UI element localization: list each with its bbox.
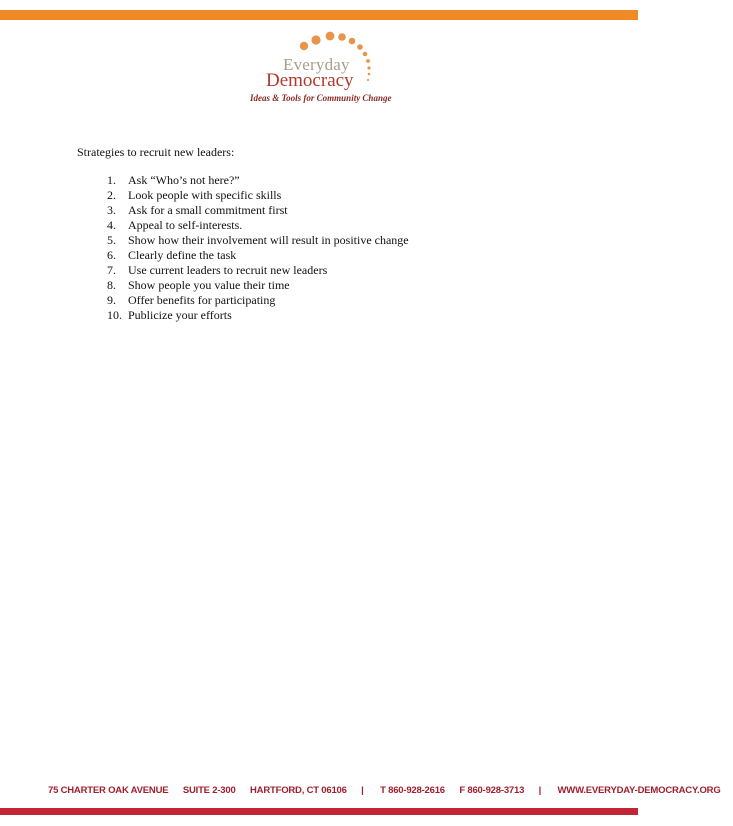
list-item-text: Publicize your efforts [128,308,232,322]
bottom-accent-bar [0,808,638,815]
logo-democracy-text: Democracy [266,70,354,91]
list-item-text: Ask for a small commitment first [128,203,288,217]
footer-contact-line [48,786,733,796]
list-item [107,188,409,203]
list-item-text: Clearly define the task [128,248,237,262]
list-item-number: 9. [107,293,116,307]
logo-everyday-text: Everyday [283,55,350,74]
intro-heading: Strategies to recruit new leaders: [77,145,235,159]
list-item-number: 3. [107,203,116,217]
list-item-number: 4. [107,218,116,232]
list-item [107,308,409,323]
footer-address: 75 CHARTER OAK AVENUE [48,785,169,796]
list-item-text: Look people with specific skills [128,188,282,202]
list-item-text: Ask “Who’s not here?” [128,173,240,187]
footer-city: HARTFORD, CT 06106 [250,785,347,796]
list-item-text: Show how their involvement will result in positive change [128,233,409,247]
list-item-number: 10. [107,308,122,322]
everyday-democracy-logo [236,28,396,108]
list-item-number: 6. [107,248,116,262]
footer-website: WWW.EVERYDAY-DEMOCRACY.ORG [557,785,721,796]
list-item-text: Appeal to self-interests. [128,218,243,232]
footer-separator: | [361,785,364,796]
list-item [107,233,409,248]
list-item-number: 7. [107,263,116,277]
footer-suite: SUITE 2-300 [182,785,236,796]
list-item-text: Use current leaders to recruit new leaders [128,263,328,277]
footer-phone: T 860-928-2616 [380,785,445,796]
strategies-list [107,173,409,323]
list-item [107,293,409,308]
logo-tagline: Ideas & Tools for Community Change [250,93,392,103]
list-item [107,248,409,263]
list-item [107,278,409,293]
list-item-text: Show people you value their time [128,278,290,292]
document-body [77,145,409,323]
list-item-number: 5. [107,233,116,247]
list-item-text: Offer benefits for participating [128,293,276,307]
list-item-number: 8. [107,278,116,292]
list-item-number: 2. [107,188,116,202]
list-item [107,218,409,233]
list-item [107,263,409,278]
list-item-number: 1. [107,173,116,187]
top-accent-bar [0,10,638,20]
list-item [107,203,409,218]
footer-fax: F 860-928-3713 [459,785,525,796]
list-item [107,173,409,188]
footer-separator: | [538,785,542,796]
